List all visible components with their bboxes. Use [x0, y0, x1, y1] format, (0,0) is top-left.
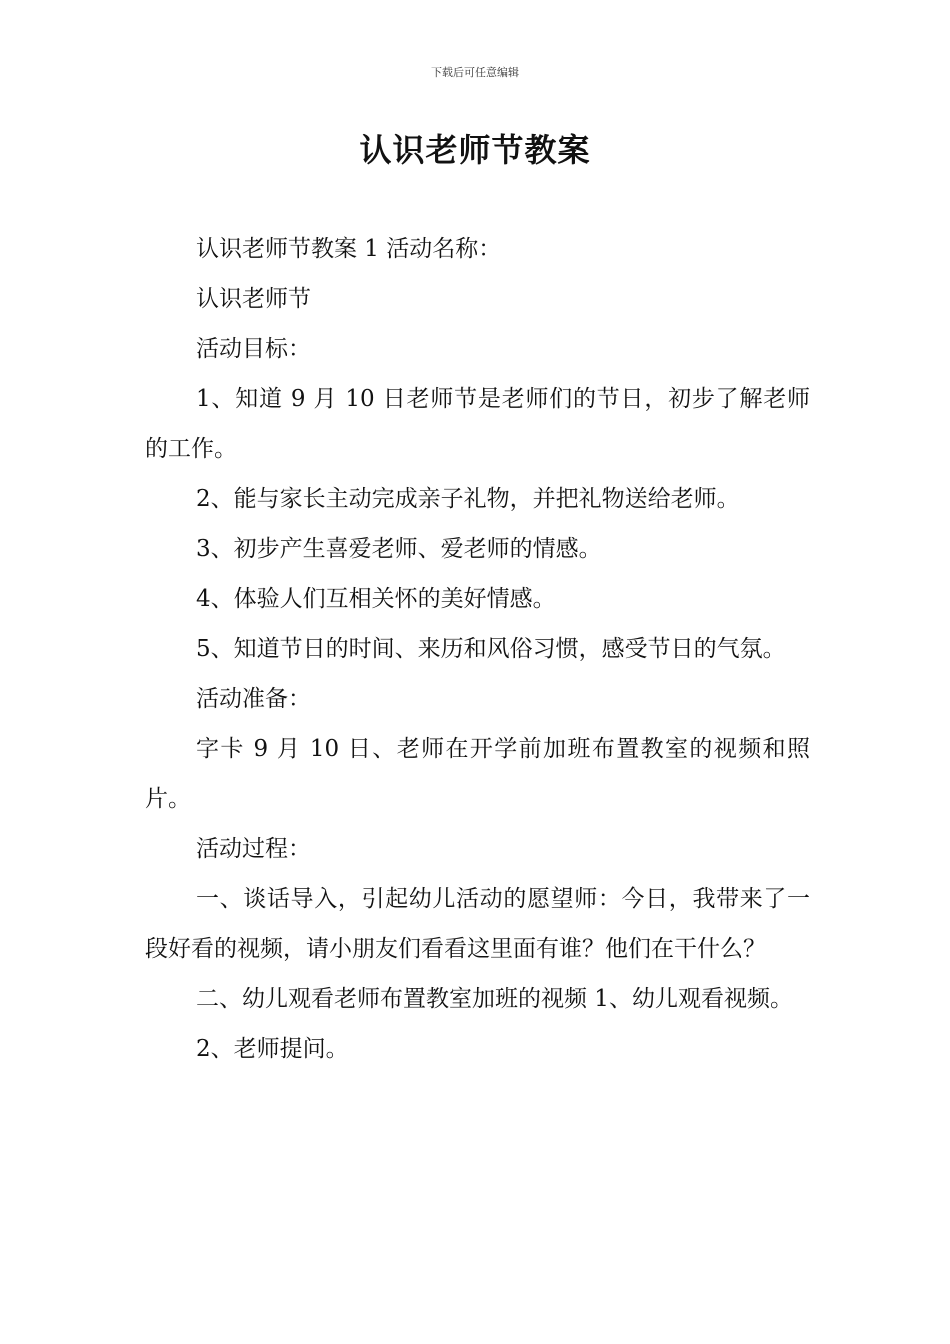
paragraph-process-step-2: 二、幼儿观看老师布置教室加班的视频 1、幼儿观看视频。 [196, 986, 793, 1012]
paragraph-goal-4: 4、体验人们互相关怀的美好情感。 [196, 586, 556, 612]
paragraph-preparation-heading: 活动准备： [196, 686, 311, 712]
paragraph-goal-3: 3、初步产生喜爱老师、爱老师的情感。 [196, 536, 602, 562]
paragraph-preparation: 字卡 9 月 10 日、老师在开学前加班布置教室的视频和照片。 [145, 736, 810, 812]
paragraph-activity-name-label: 认识老师节教案 1 活动名称： [196, 236, 502, 262]
document-body [145, 224, 810, 1074]
paragraph-process-step-2-2: 2、老师提问。 [196, 1036, 349, 1062]
paragraph-goals-heading: 活动目标： [196, 336, 311, 362]
paragraph-process-heading: 活动过程： [196, 836, 311, 862]
paragraph-process-step-1: 一、谈话导入，引起幼儿活动的愿望师：今日，我带来了一段好看的视频，请小朋友们看看这里面有谁？他们在干什么？ [145, 886, 810, 962]
header-note: 下载后可任意编辑 [431, 66, 519, 79]
document-title: 认识老师节教案 [359, 131, 591, 169]
paragraph-goal-5: 5、知道节日的时间、来历和风俗习惯，感受节日的气氛。 [196, 636, 786, 662]
paragraph-activity-name: 认识老师节 [196, 286, 311, 312]
paragraph-goal-1: 1、知道 9 月 10 日老师节是老师们的节日，初步了解老师的工作。 [145, 386, 810, 462]
paragraph-goal-2: 2、能与家长主动完成亲子礼物，并把礼物送给老师。 [196, 486, 740, 512]
